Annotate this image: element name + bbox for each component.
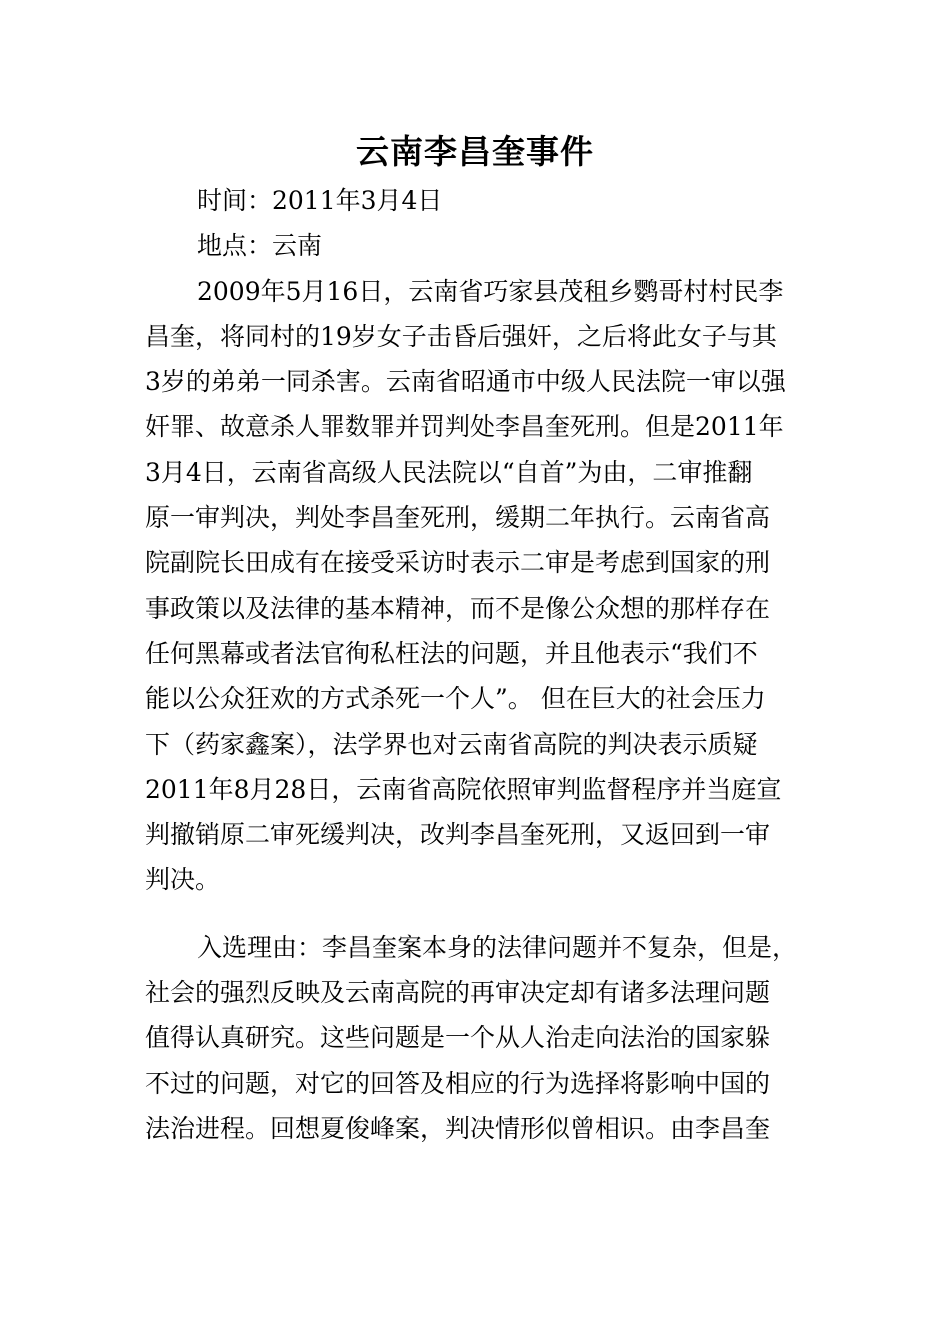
paragraph-line: 判决。 (145, 865, 221, 895)
paragraph-gap (145, 903, 825, 925)
paragraph-line: 能以公众狂欢的方式杀死一个人”。 但在巨大的社会压力 (145, 684, 766, 714)
paragraph-line: 3月4日，云南省高级人民法院以“自首”为由，二审推翻 (145, 457, 753, 487)
paragraph-line: 法治进程。回想夏俊峰案，判决情形似曾相识。由李昌奎 (145, 1113, 771, 1143)
paragraph-line: 原一审判决，判处李昌奎死刑，缓期二年执行。云南省高 (145, 503, 771, 533)
paragraph-2 (145, 925, 825, 1151)
meta-place: 地点：云南 (197, 231, 323, 261)
paragraph-line: 社会的强烈反映及云南高院的再审决定却有诸多法理问题 (145, 978, 771, 1008)
paragraph-line: 判撤销原二审死缓判决，改判李昌奎死刑，又返回到一审 (145, 820, 771, 850)
paragraph-line: 昌奎，将同村的19岁女子击昏后强奸，之后将此女子与其 (145, 321, 777, 351)
paragraph-line: 3岁的弟弟一同杀害。云南省昭通市中级人民法院一审以强 (145, 367, 786, 397)
paragraph-1 (145, 269, 825, 903)
paragraph-line: 入选理由：李昌奎案本身的法律问题并不复杂，但是， (197, 932, 798, 962)
paragraph-line: 值得认真研究。这些问题是一个从人治走向法治的国家躲 (145, 1023, 771, 1053)
document-title: 云南李昌奎事件 (356, 132, 594, 171)
paragraph-line: 院副院长田成有在接受采访时表示二审是考虑到国家的刑 (145, 548, 771, 578)
paragraph-line: 任何黑幕或者法官徇私枉法的问题，并且他表示“我们不 (145, 638, 758, 668)
meta-time: 时间：2011年3月4日 (197, 186, 443, 215)
paragraph-line: 下（药家鑫案），法学界也对云南省高院的判决表示质疑 (145, 729, 758, 759)
paragraph-line: 2009年5月16日，云南省巧家县茂租乡鹦哥村村民李 (197, 276, 784, 306)
paragraph-line: 奸罪、故意杀人罪数罪并罚判处李昌奎死刑。但是2011年 (145, 412, 784, 442)
paragraph-line: 2011年8月28日，云南省高院依照审判监督程序并当庭宣 (145, 774, 782, 804)
paragraph-line: 事政策以及法律的基本精神，而不是像公众想的那样存在 (145, 593, 771, 623)
document-body (145, 178, 825, 1151)
paragraph-line: 不过的问题，对它的回答及相应的行为选择将影响中国的 (145, 1068, 771, 1098)
